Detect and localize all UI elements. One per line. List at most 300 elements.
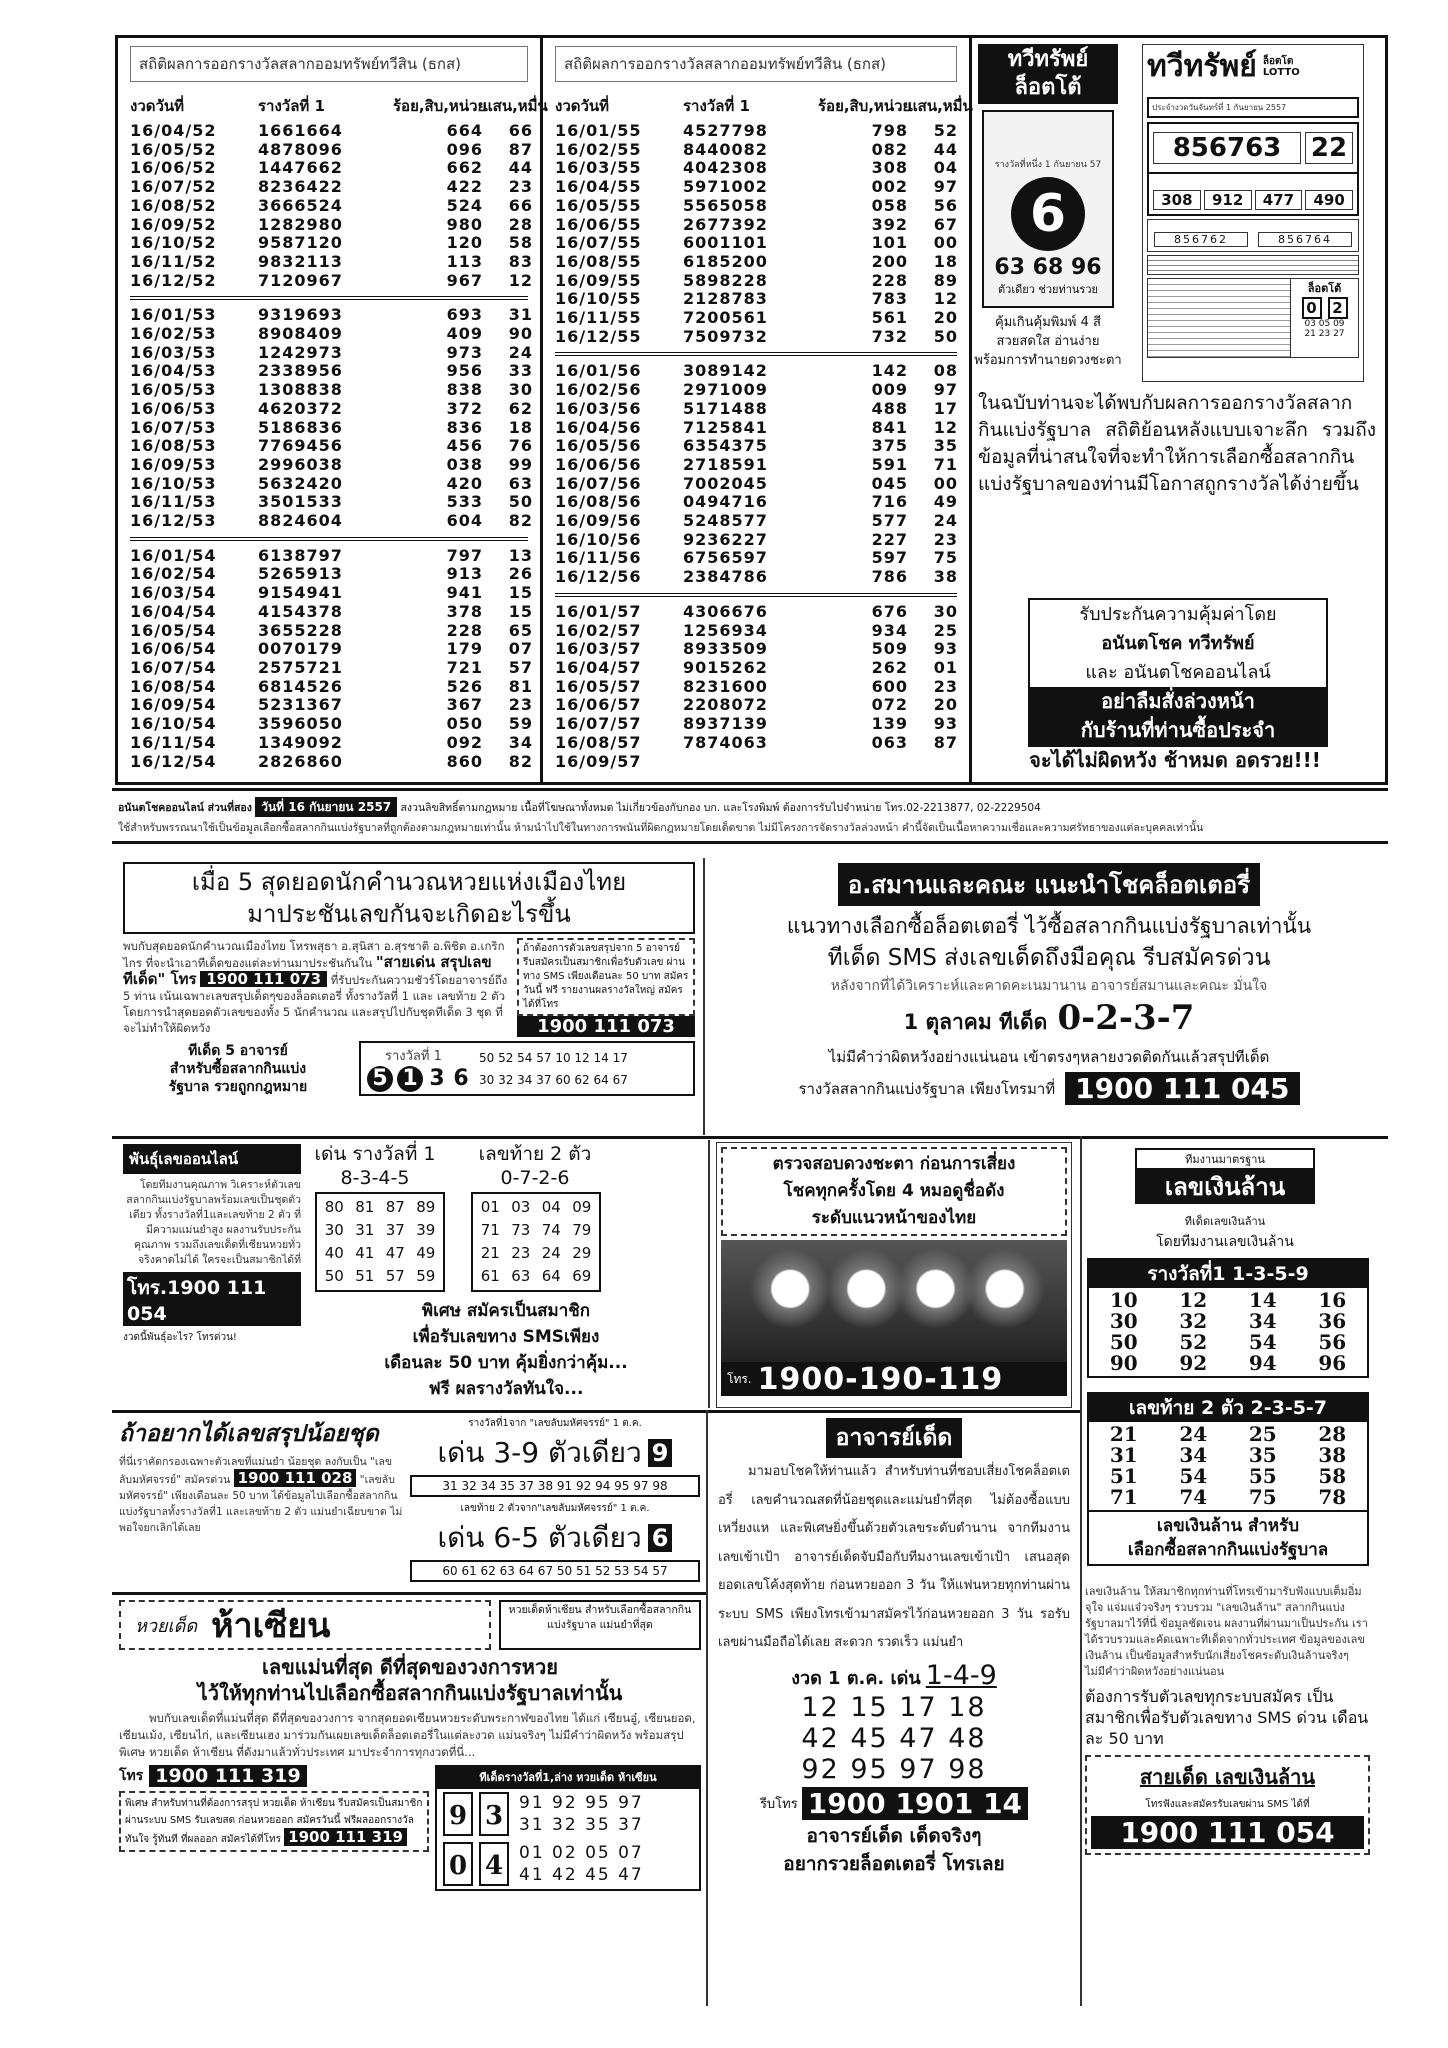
grid-number: 80 xyxy=(324,1198,344,1216)
result-main: เด่น 3-9 ตัวเดียว xyxy=(437,1436,642,1469)
guarantee-box xyxy=(1028,598,1328,747)
table-cell: 6001101 xyxy=(683,233,768,253)
result-title: ทีเด็ดรางวัลที่1,ล่าง หวยเด็ด ห้าเซียน xyxy=(437,1767,699,1789)
table-cell: 2677392 xyxy=(683,214,768,234)
table-cell: 59 xyxy=(508,714,533,734)
table-row xyxy=(130,436,533,456)
table-cell: 16/11/56 xyxy=(555,548,642,568)
table-row xyxy=(555,493,957,512)
draw-label: งวด 1 ต.ค. เด่น xyxy=(791,1667,921,1689)
table-cell: 12 xyxy=(508,270,533,290)
result-numbers: 31 32 34 35 37 38 91 92 94 95 97 98 xyxy=(410,1475,700,1497)
table-cell: 16/02/57 xyxy=(555,620,642,640)
table-row xyxy=(555,640,957,659)
table-cell: 139 xyxy=(871,714,908,734)
table-cell: 16/12/54 xyxy=(130,751,217,771)
phone-number: โทร.1900 111 054 xyxy=(123,1272,301,1326)
grid-number: 14 xyxy=(1248,1288,1277,1312)
table-cell: 227 xyxy=(871,529,908,549)
table-cell: 18 xyxy=(933,251,958,271)
lucky-digits: 1-4-9 xyxy=(925,1659,997,1691)
table-cell: 16/04/55 xyxy=(555,177,642,197)
grid-number: 59 xyxy=(416,1267,436,1285)
table-row xyxy=(555,549,957,568)
table-cell: 20 xyxy=(933,695,958,715)
promo-line: พิเศษ สมัครเป็นสมาชิก xyxy=(421,1301,591,1321)
table-cell: 941 xyxy=(446,583,483,603)
table-cell: 16/06/55 xyxy=(555,214,642,234)
grid-number: 52 xyxy=(1179,1330,1208,1354)
grid-number: 94 xyxy=(1248,1351,1277,1375)
table-cell: 2826860 xyxy=(258,751,343,771)
table-row xyxy=(130,233,533,253)
ad-body: "เลขลับมหัศจรรย์" เพียงเดือนละ 50 บาท ได้ข้อมูลไปเลือกซื้อสลากกินแบ่งรัฐบาลทั้งรางวัลที่1 และเลขท้าย 2 ตัว แม่นยำเฉียบขาด ไม่พอใจยกเลิกได้เลย xyxy=(119,1474,403,1534)
ad-title: พันธุ์เลขออนไลน์ xyxy=(123,1144,301,1174)
table-cell: 16/03/54 xyxy=(130,583,217,603)
table-cell: 16/04/54 xyxy=(130,601,217,621)
table-cell: 716 xyxy=(871,492,908,512)
service-name: "สายเด่น สรุปเลขทีเด็ด" โทร xyxy=(123,953,492,988)
ad-fortune xyxy=(716,1142,1072,1408)
table-cell: 1256934 xyxy=(683,620,768,640)
five-sian-logo xyxy=(119,1600,491,1650)
table-cell: 604 xyxy=(446,511,483,531)
phone-number: 1900 111 073 xyxy=(517,1016,695,1037)
table-cell: 597 xyxy=(871,548,908,568)
table-cell: 16/12/53 xyxy=(130,511,217,531)
table-cell: 392 xyxy=(871,214,908,234)
phone-number: 1900 111 073 xyxy=(200,971,327,987)
table-row xyxy=(130,564,533,584)
phone-number: 1900 111 054 xyxy=(1091,1816,1364,1849)
grid-number: 74 xyxy=(1179,1485,1208,1509)
table-row xyxy=(555,696,957,715)
table-cell: 16/10/52 xyxy=(130,233,217,253)
ad-five-masters xyxy=(115,858,705,1135)
table-cell: 378 xyxy=(446,601,483,621)
ad-line: หลังจากที่ได้วิเคราะห์และคาดคะเนมานาน อาจารย์สมานและคณะ มั่นใจ xyxy=(830,978,1268,994)
table-cell: 262 xyxy=(871,657,908,677)
ad-body: ที่นี่เราคัดกรองเฉพาะตัวเลขที่แม่นยำ น้อยชุด ลงกับเป็น "เลขลับมหัศจรรย์" สมัครด่วน xyxy=(119,1456,393,1486)
grid-number: 40 xyxy=(324,1244,344,1262)
ad-saman xyxy=(710,858,1388,1135)
grid-number: 63 xyxy=(511,1267,531,1285)
table-cell: 721 xyxy=(446,657,483,677)
ad-title: เลขเงินล้าน xyxy=(1135,1170,1315,1204)
ad-headline: ตรวจสอบดวงชะตา ก่อนการเสี่ยง xyxy=(772,1154,1016,1174)
table-cell: 5565058 xyxy=(683,195,768,215)
grid-number: 92 xyxy=(1179,1351,1208,1375)
table-cell: 16/05/55 xyxy=(555,195,642,215)
column-header: ร้อย,สิบ,หน่วย xyxy=(818,97,912,115)
section-label: อนันตโชคออนไลน์ ส่วนที่สอง xyxy=(118,802,252,814)
table-cell: 16/09/57 xyxy=(555,751,642,771)
table-cell: 577 xyxy=(871,511,908,531)
grid-number: 47 xyxy=(385,1244,405,1262)
ad-online xyxy=(115,1140,710,1408)
table-cell: 1308838 xyxy=(258,380,343,400)
table-cell: 561 xyxy=(871,308,908,328)
table-cell: 228 xyxy=(871,270,908,290)
table-cell: 04 xyxy=(933,158,958,178)
brand-line: ล็อตโต้ xyxy=(1014,75,1082,100)
table-cell: 16/09/52 xyxy=(130,214,217,234)
table-row xyxy=(555,309,957,328)
table-row xyxy=(555,437,957,456)
grid-number: 09 xyxy=(572,1198,592,1216)
table-cell: 591 xyxy=(871,454,908,474)
table-row xyxy=(555,603,957,622)
calendar-digit: 4 xyxy=(479,1842,509,1886)
hotline-title: สายเด็ด เลขเงินล้าน xyxy=(1139,1765,1316,1789)
grid-number: 29 xyxy=(572,1244,592,1262)
table-cell: 16/11/53 xyxy=(130,492,217,512)
table-cell: 23 xyxy=(933,529,958,549)
table-cell: 16/06/53 xyxy=(130,398,217,418)
table-cell xyxy=(908,753,958,772)
table-cell: 420 xyxy=(446,473,483,493)
table-cell: 5898228 xyxy=(683,270,768,290)
table-cell: 662 xyxy=(446,158,483,178)
table-cell: 16/09/53 xyxy=(130,454,217,474)
brand-line: ทวีทรัพย์ xyxy=(1007,47,1089,72)
table-cell: 18 xyxy=(508,417,533,437)
number-line: 91 92 95 97 xyxy=(519,1793,644,1813)
number-grid xyxy=(471,1192,601,1292)
table-cell: 93 xyxy=(933,639,958,659)
table-cell: 16/11/52 xyxy=(130,251,217,271)
order-line: อย่าลืมสั่งล่วงหน้า xyxy=(1101,689,1255,713)
table-cell: 16/11/55 xyxy=(555,308,642,328)
table-cell: 693 xyxy=(446,305,483,325)
table-cell: 0070179 xyxy=(258,639,343,659)
grid-number: 35 xyxy=(1248,1443,1277,1467)
table-cell: 732 xyxy=(871,326,908,346)
caption-line: คุ้มเกินคุ้มพิมพ์ 4 สี xyxy=(995,315,1101,330)
table-header xyxy=(130,94,548,118)
table-cell: 798 xyxy=(871,121,908,140)
tag-line: อาจารย์เด็ด เด็ดจริงๆ xyxy=(806,1824,982,1847)
grid-number: 55 xyxy=(1248,1464,1277,1488)
table-cell: 16/07/56 xyxy=(555,473,642,493)
table-cell: 75 xyxy=(933,548,958,568)
table-cell: 838 xyxy=(446,380,483,400)
footer-line: เลือกซื้อสลากกินแบ่งรัฐบาล xyxy=(1127,1540,1329,1560)
table-cell: 01 xyxy=(933,657,958,677)
table-cell: 5231367 xyxy=(258,695,343,715)
table-cell: 16/05/53 xyxy=(130,380,217,400)
table-cell: 8937139 xyxy=(683,714,768,734)
cover-near-number: 856762 xyxy=(1154,232,1248,247)
table-cell: 57 xyxy=(508,657,533,677)
table-cell: 07 xyxy=(508,639,533,659)
year-divider xyxy=(130,537,528,541)
grid-number: 75 xyxy=(1248,1485,1277,1509)
table-row xyxy=(130,324,533,344)
table-cell: 16/12/56 xyxy=(555,567,642,587)
ad-side-note: ถ้าต้องการตัวเลขสรุปจาก 5 อาจารย์ รีบสมัครเป็นสมาชิกเพื่อรับตัวเลข ผ่านทาง SMS เพียงเดือนละ 50 บาท สมัครวันนี้ ฟรี รายงานผลรางวัลใหญ่ สมัครได้ที่โทร xyxy=(517,938,695,1016)
table-cell: 26 xyxy=(508,564,533,584)
phone-number: 1900 1901 14 xyxy=(802,1787,1028,1820)
number-row: 42 45 47 48 xyxy=(801,1722,987,1754)
table-cell: 16/07/52 xyxy=(130,177,217,197)
cover-lotto-digit: 2 xyxy=(1328,297,1348,319)
table-cell: 16/06/56 xyxy=(555,454,642,474)
grid-number: 71 xyxy=(1109,1485,1138,1509)
lucky-numbers: 0-2-3-7 xyxy=(1057,998,1195,1038)
promo-tagline: จะได้ไม่ผิดหวัง ช้าหมด อดรวย!!! xyxy=(1029,748,1321,772)
table-cell: 2384786 xyxy=(683,567,768,587)
table-row xyxy=(130,473,533,494)
table-cell: 16/03/55 xyxy=(555,158,642,178)
result-label: เลขท้าย 2 ตัวจาก"เลขลับมหัศจรรย์" 1 ต.ค. xyxy=(460,1503,650,1514)
ad-five-sian xyxy=(115,1596,705,2006)
table-row xyxy=(130,214,533,235)
grid-number: 21 xyxy=(1109,1422,1138,1446)
result-numbers xyxy=(519,1842,644,1886)
grid-number: 64 xyxy=(541,1267,561,1285)
table-cell: 16/06/57 xyxy=(555,695,642,715)
table-cell: 797 xyxy=(446,545,483,565)
promo-line: เพื่อรับเลขทาง SMSเพียง xyxy=(412,1327,600,1347)
table-cell: 16/08/54 xyxy=(130,676,217,696)
grid-number: 04 xyxy=(541,1198,561,1216)
cover-number: 912 xyxy=(1204,190,1252,210)
table-cell: 38 xyxy=(933,567,958,587)
logo-text: หวยเด็ด xyxy=(135,1615,198,1637)
grid-number: 96 xyxy=(1318,1351,1347,1375)
number-line: 31 32 35 37 xyxy=(519,1815,644,1835)
table-row xyxy=(555,272,957,291)
table-cell: 956 xyxy=(446,361,483,381)
footer-line: เลขเงินล้าน สำหรับ xyxy=(1156,1516,1300,1536)
number-row: 12 15 17 18 xyxy=(801,1691,987,1723)
year-divider xyxy=(555,352,957,356)
table-row xyxy=(130,714,533,734)
col-title: เลขท้าย 2 ตัว xyxy=(478,1143,592,1165)
stats-table-right xyxy=(540,35,972,785)
table-cell: 34 xyxy=(508,732,533,752)
result-row xyxy=(437,1839,699,1889)
table-cell: 4620372 xyxy=(258,398,343,418)
grid-number: 87 xyxy=(385,1198,405,1216)
table-row xyxy=(130,270,533,291)
table-cell: 16/10/53 xyxy=(130,473,217,493)
table-cell: 050 xyxy=(446,714,483,734)
cover-number: 308 xyxy=(1153,190,1201,210)
table-row xyxy=(130,305,533,325)
table-row xyxy=(555,678,957,697)
table-cell: 16/07/54 xyxy=(130,657,217,677)
table-cell: 16/08/53 xyxy=(130,436,217,456)
result-main: เด่น 6-5 ตัวเดียว xyxy=(437,1521,642,1554)
grid-number: 51 xyxy=(355,1267,375,1285)
grid-heading: รางวัลที่1 1-3-5-9 xyxy=(1089,1260,1367,1288)
legal-line: ใช้สำหรับพรรณนาใช้เป็นข้อมูลเลือกซื้อสลากกินแบ่งรัฐบาลที่ถูกต้องตามกฎหมายเท่านั้น ห้ามนำไปใช้ในทางการพนันที่ผิดกฎหมายโดยเด็ดขาด ไม่มีโครงการจัดรางวัลล่วงหน้า คำนี้จัดเป็นเนื้อหาความเชื่อและความศรัทธาของแต่ละบุคคลเท่านั้น xyxy=(118,822,1204,834)
promo-line: เดือนละ 50 บาท คุ้มยิ่งกว่าคุ้ม... xyxy=(384,1353,628,1373)
prize-digit: 1 xyxy=(397,1066,423,1092)
table-cell: 33 xyxy=(508,361,533,381)
table-cell: 16/03/56 xyxy=(555,398,642,418)
column-header: แสน,หมื่น xyxy=(483,97,548,115)
phone-prefix: โทร. xyxy=(727,1371,752,1386)
year-divider xyxy=(555,593,957,597)
table-cell: 16/09/54 xyxy=(130,695,217,715)
phone-number: 1900 111 319 xyxy=(284,1828,407,1846)
table-cell: 16/06/52 xyxy=(130,158,217,178)
cover-three-digit xyxy=(1147,174,1359,216)
table-row xyxy=(555,512,957,531)
grid-number: 89 xyxy=(416,1198,436,1216)
table-cell: 526 xyxy=(446,676,483,696)
table-cell: 676 xyxy=(871,601,908,621)
table-cell: 65 xyxy=(508,620,533,640)
table-cell: 600 xyxy=(871,676,908,696)
promo-paragraph: ในฉบับท่านจะได้พบกับผลการออกรางวัลสลากกินแบ่งรัฐบาล สถิติย้อนหลังแบบเจาะลึก รวมถึงข้อมูลที่น่าสนใจที่จะทำให้การเลือกซื้อสลากกินแบ่งรัฐบาลของท่านมีโอกาสถูกรางวัลได้ง่ายขึ้น xyxy=(978,392,1376,495)
table-row xyxy=(555,234,957,253)
table-cell: 16/01/55 xyxy=(555,121,642,140)
result-label: รางวัลที่1จาก "เลขลับมหัศจรรย์" 1 ต.ค. xyxy=(468,1418,642,1429)
table-row xyxy=(130,492,533,512)
table-title: สถิติผลการออกรางวัลสลากออมทรัพย์ทวีสิน (ธกส) xyxy=(130,46,528,82)
grid-number: 36 xyxy=(1318,1309,1347,1333)
column-header: ร้อย,สิบ,หน่วย xyxy=(393,97,487,115)
draw-date: 1 ตุลาคม ทีเด็ด xyxy=(903,1010,1048,1034)
table-cell: 16/01/54 xyxy=(130,545,217,565)
prize-label: รางวัลที่ 1 xyxy=(385,1049,442,1064)
grid-number: 41 xyxy=(355,1244,375,1262)
table-row xyxy=(555,456,957,475)
table-cell: 1447662 xyxy=(258,158,343,178)
table-cell: 16/10/55 xyxy=(555,289,642,309)
grid-number: 61 xyxy=(480,1267,500,1285)
ad-body: พบกับสุดยอดนักคำนวณเมืองไทย โหรพสุธา อ.สุนิสา อ.สุรชาติ อ.พิชิต อ.เกริกไกร ที่จะนำเอาทีเด็ดของแต่ละท่านมาประชันกันใน xyxy=(123,939,505,970)
table-cell: 509 xyxy=(871,639,908,659)
table-row xyxy=(130,417,533,438)
hotline-sub: โทรฟังและสมัครรับเลขผ่าน SMS ได้ที่ xyxy=(1145,1799,1310,1810)
table-cell: 25 xyxy=(933,620,958,640)
column-header: รางวัลที่ 1 xyxy=(258,97,325,115)
number-grid xyxy=(315,1192,445,1292)
slogan-line: รัฐบาล รวยถูกกฎหมาย xyxy=(168,1078,308,1095)
cover-near-number: 856764 xyxy=(1258,232,1352,247)
table-cell: 3666524 xyxy=(258,195,343,215)
order-line: กับร้านที่ท่านซื้อประจำ xyxy=(1080,718,1276,742)
table-cell: 82 xyxy=(508,511,533,531)
table-row xyxy=(555,122,957,141)
prize-digit: 3 xyxy=(429,1066,445,1091)
ad-ajarn xyxy=(712,1416,1076,2006)
table-row xyxy=(555,362,957,381)
grid-number: 12 xyxy=(1179,1288,1208,1312)
table-row xyxy=(130,361,533,381)
table-row xyxy=(130,583,533,603)
table-cell: 15 xyxy=(508,583,533,603)
promo-panel xyxy=(970,35,1388,785)
grid-number: 71 xyxy=(480,1221,500,1239)
table-cell: 045 xyxy=(871,473,908,493)
ad-line: ทีเด็ด SMS ส่งเลขเด็ดถึงมือคุณ รีบสมัครด่วน xyxy=(827,945,1271,971)
table-cell: 87 xyxy=(508,139,533,159)
legal-strip xyxy=(112,788,1388,844)
table-cell: 6138797 xyxy=(258,545,343,565)
slogan-line: สำหรับซื้อสลากกินแบ่ง xyxy=(169,1060,307,1077)
year-divider xyxy=(130,296,528,300)
table-cell: 2718591 xyxy=(683,454,768,474)
prize-box xyxy=(359,1041,695,1096)
table-cell: 90 xyxy=(508,324,533,344)
table-cell: 082 xyxy=(871,139,908,159)
ad-headline: ถ้าอยากได้เลขสรุปน้อยชุด xyxy=(119,1421,379,1447)
table-cell: 81 xyxy=(508,676,533,696)
table-row xyxy=(130,398,533,419)
table-row xyxy=(555,531,957,550)
table-cell: 9319693 xyxy=(258,305,343,325)
cover-lotto-nums: 03 05 09 xyxy=(1304,319,1345,329)
grid-number: 34 xyxy=(1248,1309,1277,1333)
table-cell: 4527798 xyxy=(683,121,768,140)
prize-numbers: 30 32 34 37 60 62 64 67 xyxy=(479,1072,628,1087)
legal-line: สงวนลิขสิทธิ์ตามกฎหมาย เนื้อที่โฆษณาทั้งหมด ไม่เกี่ยวข้องกับกอง บก. และโรงพิมพ์ ต้องการรับไปจำหน่าย โทร.02-2213877, 02-2229504 xyxy=(400,802,1041,814)
grid-number: 03 xyxy=(511,1198,531,1216)
table-cell: 16/11/54 xyxy=(130,732,217,752)
number-grid xyxy=(1089,1422,1367,1510)
ad-line: แนวทางเลือกซื้อล็อตเตอรี่ ไว้ซื้อสลากกินแบ่งรัฐบาลเท่านั้น xyxy=(786,914,1312,938)
table-cell: 783 xyxy=(871,289,908,309)
phone-number: 1900 111 319 xyxy=(149,1765,306,1787)
table-cell: 8933509 xyxy=(683,639,768,659)
table-cell: 16/10/54 xyxy=(130,714,217,734)
grid-number: 30 xyxy=(324,1221,344,1239)
table-cell: 9154941 xyxy=(258,583,343,603)
prize-digit: 6 xyxy=(453,1066,469,1091)
table-cell: 16/01/53 xyxy=(130,305,217,325)
table-row xyxy=(555,328,957,347)
ad-headline: ไว้ให้ทุกท่านไปเลือกซื้อสลากกินแบ่งรัฐบาลเท่านั้น xyxy=(197,1681,623,1705)
lucky-numbers: 63 68 96 xyxy=(994,255,1102,280)
table-row xyxy=(130,121,533,141)
grid-number: 73 xyxy=(511,1221,531,1239)
cover-lotto-label: ล็อตโต้ xyxy=(1307,282,1342,295)
table-cell: 456 xyxy=(446,436,483,456)
table-cell: 83 xyxy=(508,251,533,271)
table-cell: 15 xyxy=(508,601,533,621)
table-cell: 16/02/54 xyxy=(130,564,217,584)
ad-body: ที่รับประกันความชัวร์โดยอาจารย์ถึง 5 ท่าน เน้นเฉพาะเลขสรุปเด็ดๆของล็อตเตอรี่ ทั้งรางวัลที่ 1 และ เลขท้าย 2 ตัว โดยการนำสุดยอดตัวเลขของทั้ง 5 นักคำนวณ และสรุปไปกับชุดทีเด็ด 3 ชุด ที่จะไม่ทำให้ผิดหวัง xyxy=(123,973,508,1035)
table-cell: 16/12/52 xyxy=(130,270,217,290)
table-row xyxy=(130,139,533,160)
special-box xyxy=(119,1791,429,1852)
table-cell: 4306676 xyxy=(683,601,768,621)
table-cell: 6354375 xyxy=(683,436,768,456)
ad-body: พิเศษ สำหรับท่านที่ต้องการสรุป หวยเด็ด ห้าเซียน รีบสมัครเป็นสมาชิกผ่านระบบ SMS รับเลขสด ก่อนหวยออก สมัครวันนี้ ฟรีผลออกรางวัลทันใจ รู้ทันที ที่ผลออก สมัครได้ที่โทร xyxy=(125,1798,423,1845)
lucky-box xyxy=(982,110,1114,308)
grid-number: 23 xyxy=(511,1244,531,1262)
table-cell: 6814526 xyxy=(258,676,343,696)
grid-number: 24 xyxy=(541,1244,561,1262)
table-cell: 1661664 xyxy=(258,121,343,140)
table-cell: 52 xyxy=(933,121,958,140)
cover-two-digit: 22 xyxy=(1305,132,1353,164)
table-cell: 4154378 xyxy=(258,601,343,621)
grid-number: 01 xyxy=(480,1198,500,1216)
table-cell: 5265913 xyxy=(258,564,343,584)
cover-subtitle: ล็อตโต LOTTO xyxy=(1262,56,1300,78)
table-cell: 16/12/55 xyxy=(555,326,642,346)
grid-number: 56 xyxy=(1318,1330,1347,1354)
table-cell: 524 xyxy=(446,195,483,215)
ad-title: อ.สมานและคณะ แนะนำโชคล็อตเตอรี่ xyxy=(838,863,1260,906)
